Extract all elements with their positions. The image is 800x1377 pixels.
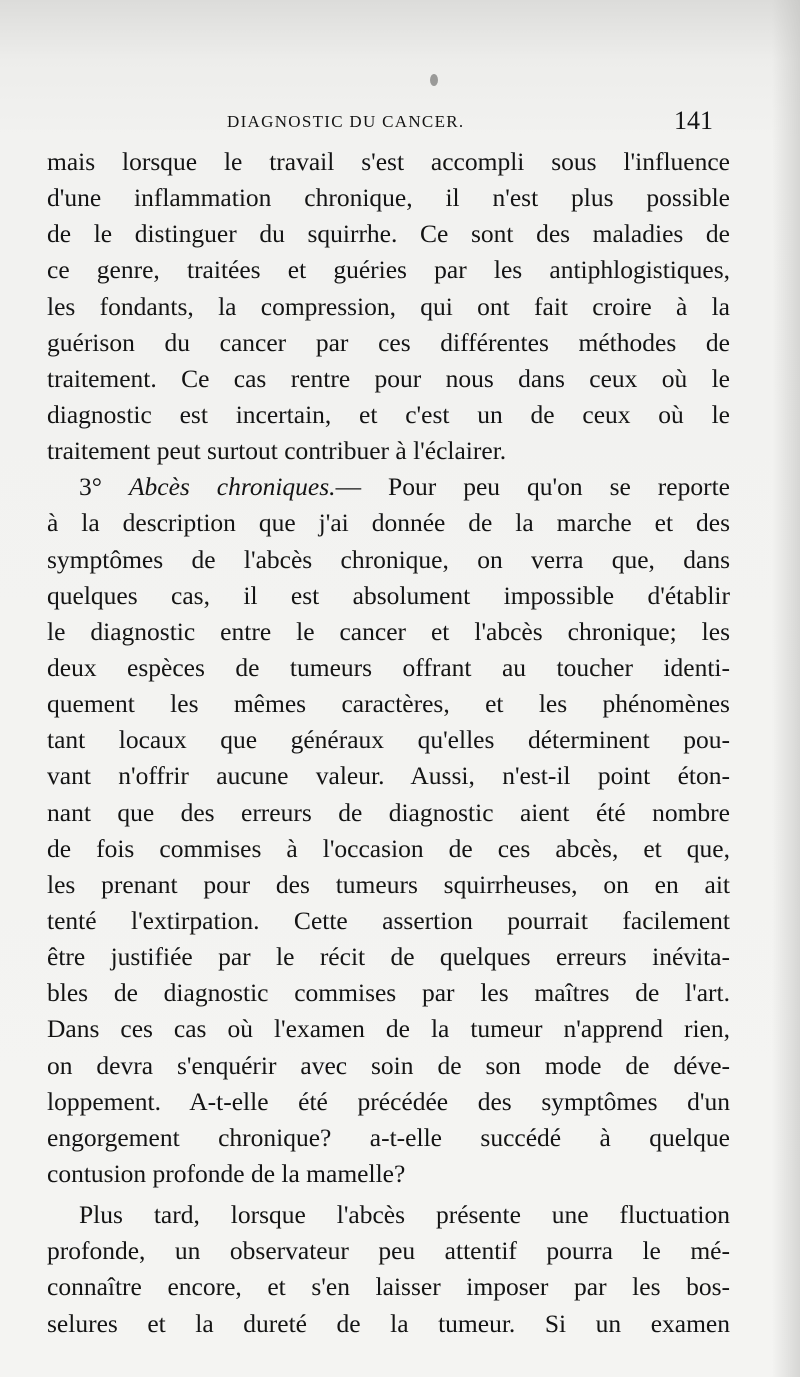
text-line: Plus tard, lorsque l'abcès présente une fluctuation [79, 1200, 730, 1230]
text-line: deux espèces de tumeurs offrant au toucher identi- [47, 652, 730, 682]
text-line: à la description que j'ai donnée de la marche et des [47, 508, 730, 538]
text-line: mais lorsque le travail s'est accompli sous l'influence [47, 147, 730, 176]
text-line: les prenant pour des tumeurs squirrheuses, on en ait [47, 869, 730, 899]
text-line: connaître encore, et s'en laisser imposer par les bos- [47, 1272, 730, 1302]
text-line: guérison du cancer par ces différentes méthodes de [47, 327, 730, 357]
section-heading-line [47, 469, 730, 505]
text-line: profonde, un observateur peu attentif pourra le mé- [47, 1236, 730, 1266]
text-line: contusion profonde de la mamelle? [47, 1158, 406, 1188]
text-line: vant n'offrir aucune valeur. Aussi, n'est-il point éton- [47, 761, 730, 791]
section-number: 3° [79, 472, 102, 502]
text-line: quement les mêmes caractères, et les phénomènes [47, 689, 730, 719]
text-line: engorgement chronique? a-t-elle succédé à quelque [47, 1122, 730, 1152]
text-line: on devra s'enquérir avec soin de son mode de déve- [47, 1050, 730, 1080]
text-line: traitement. Ce cas rentre pour nous dans ceux où le [47, 363, 730, 393]
text-line: être justifiée par le récit de quelques erreurs inévita- [47, 942, 730, 972]
text-line: tenté l'extirpation. Cette assertion pourrait facilement [47, 905, 730, 935]
text-line: de fois commises à l'occasion de ces abcès, et que, [47, 833, 730, 863]
text-line: Dans ces cas où l'examen de la tumeur n'apprend rien, [47, 1014, 730, 1044]
page-number: 141 [674, 106, 713, 135]
page-header [227, 106, 713, 140]
text-line: ce genre, traitées et guéries par les antiphlogistiques, [47, 255, 730, 285]
text-line: les fondants, la compression, qui ont fait croire à la [47, 291, 730, 321]
ornament-mark [430, 74, 438, 86]
page-edge-shadow [772, 0, 800, 1377]
text-line: diagnostic est incertain, et c'est un de ceux où le [47, 399, 730, 429]
body-text [47, 144, 730, 1342]
text-line: le diagnostic entre le cancer et l'abcès chronique; les [47, 616, 730, 646]
section-first-line-rest: Pour peu qu'on se reporte [388, 472, 730, 502]
section-dash: — [335, 472, 362, 502]
text-line: traitement peut surtout contribuer à l'éclairer. [47, 436, 507, 466]
running-title: DIAGNOSTIC DU CANCER. [227, 112, 465, 131]
text-line: nant que des erreurs de diagnostic aient été nombre [47, 797, 730, 827]
text-line: bles de diagnostic commises par les maîtres de l'art. [47, 978, 730, 1008]
text-line: tant locaux que généraux qu'elles déterminent pou- [47, 725, 730, 755]
text-line: de le distinguer du squirrhe. Ce sont des maladies de [47, 219, 730, 249]
text-line: quelques cas, il est absolument impossible d'établir [47, 580, 730, 610]
text-line: symptômes de l'abcès chronique, on verra que, dans [47, 544, 730, 574]
section-title: Abcès chroniques. [128, 472, 336, 502]
text-line: loppement. A-t-elle été précédée des symptômes d'un [47, 1086, 730, 1116]
text-line: d'une inflammation chronique, il n'est plus possible [47, 183, 730, 213]
text-line: selures et la dureté de la tumeur. Si un examen [47, 1308, 730, 1338]
